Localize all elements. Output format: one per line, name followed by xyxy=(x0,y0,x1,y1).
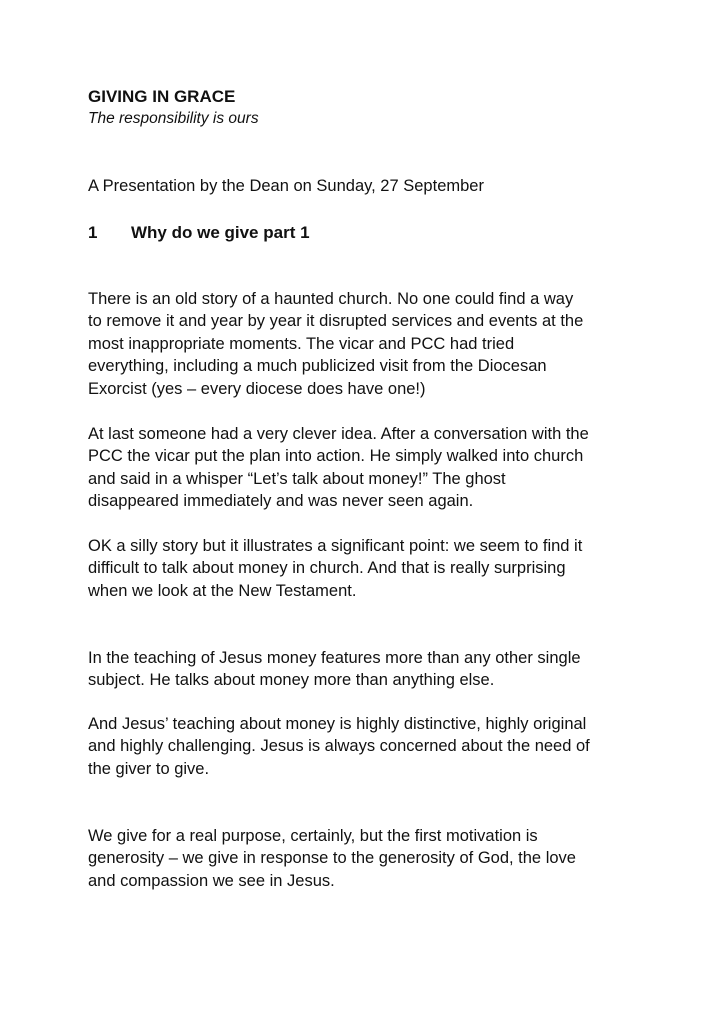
paragraph-line: subject. He talks about money more than anything else. xyxy=(88,671,495,690)
paragraph-line: and compassion we see in Jesus. xyxy=(88,871,335,890)
paragraph-line: disappeared immediately and was never seen again. xyxy=(88,492,474,511)
paragraph-line: PCC the vicar put the plan into action. He simply walked into church xyxy=(88,447,584,466)
presentation-line: A Presentation by the Dean on Sunday, 27 September xyxy=(88,177,484,195)
section-heading-text: Why do we give part 1 xyxy=(131,223,310,242)
paragraph-line: to remove it and year by year it disrupted services and events at the xyxy=(88,312,584,331)
paragraph-line: At last someone had a very clever idea. After a conversation with the xyxy=(88,425,589,443)
document-title: GIVING IN GRACE xyxy=(88,87,236,106)
paragraph-teaching-of-jesus xyxy=(88,647,648,692)
paragraph-line: OK a silly story but it illustrates a significant point: we seem to find it xyxy=(88,537,583,555)
paragraph-line: In the teaching of Jesus money features more than any other single xyxy=(88,649,581,667)
paragraph-line: And Jesus’ teaching about money is highly distinctive, highly original xyxy=(88,715,587,733)
paragraph-line: We give for a real purpose, certainly, but the first motivation is xyxy=(88,827,538,845)
paragraph-line: There is an old story of a haunted church. No one could find a way xyxy=(88,290,574,308)
paragraph-silly-story xyxy=(88,535,648,602)
paragraph-line: and said in a whisper “Let’s talk about money!” The ghost xyxy=(88,469,506,488)
section-heading xyxy=(88,222,310,244)
paragraph-line: everything, including a much publicized visit from the Diocesan xyxy=(88,357,547,376)
paragraph-line: difficult to talk about money in church. And that is really surprising xyxy=(88,559,566,578)
paragraph-haunted-church xyxy=(88,288,648,400)
paragraph-line: most inappropriate moments. The vicar and PCC had tried xyxy=(88,334,515,353)
paragraph-clever-idea xyxy=(88,423,648,513)
section-number: 1 xyxy=(88,223,98,242)
document-subtitle: The responsibility is ours xyxy=(88,110,259,127)
paragraph-line: when we look at the New Testament. xyxy=(88,581,357,600)
paragraph-distinctive-teaching xyxy=(88,713,648,780)
paragraph-line: generosity – we give in response to the generosity of God, the love xyxy=(88,849,576,868)
paragraph-line: and highly challenging. Jesus is always concerned about the need of xyxy=(88,737,590,756)
paragraph-line: the giver to give. xyxy=(88,759,210,778)
paragraph-line: Exorcist (yes – every diocese does have one!) xyxy=(88,379,426,398)
paragraph-generosity xyxy=(88,825,648,892)
